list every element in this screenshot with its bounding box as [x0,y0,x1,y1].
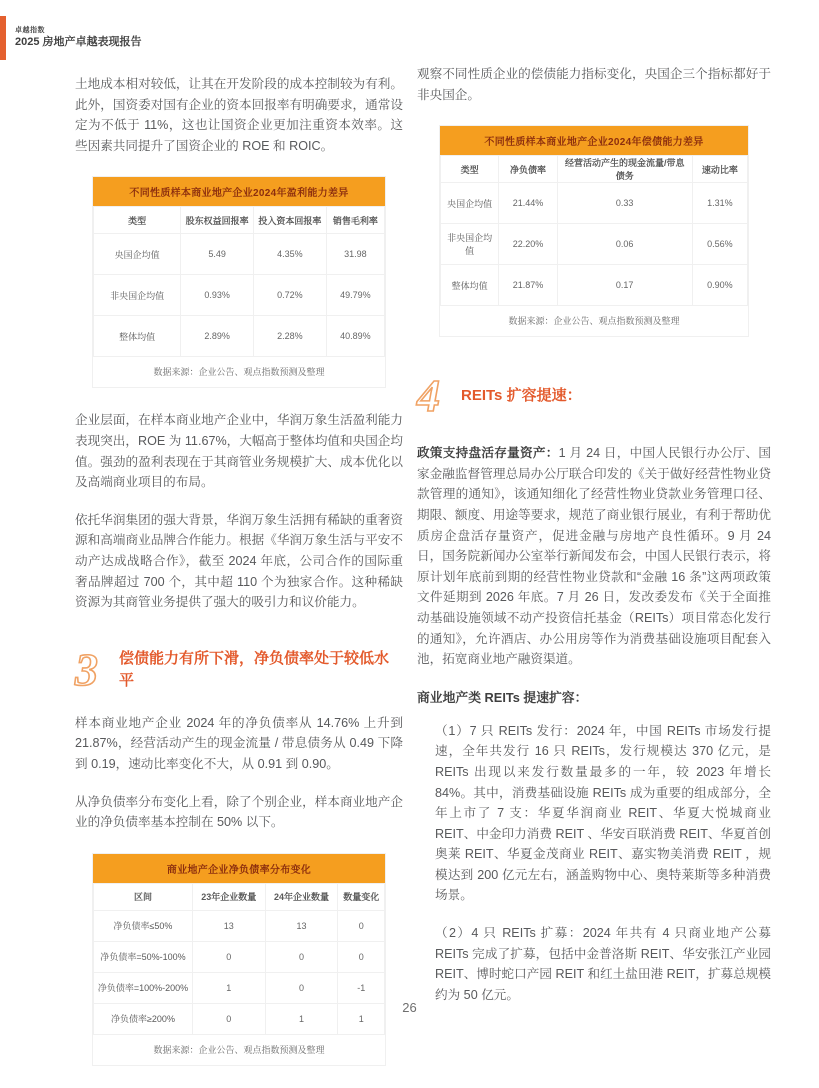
section-4-heading [417,370,771,422]
paragraph-policy-body: 1 月 24 日，中国人民银行办公厅、国家金融监督管理总局办公厅联合印发的《关于做好经营性物业贷款管理的通知》，该通知细化了经营性物业贷款业务管理口径、期限、额度、用途等要求，规范了商业银行展业，有利于帮助优质房企盘活存量资产，促进金融与房地产良性循环。9 月 24 日，国务院新闻办公室举行新闻发布会，中国人民银行表示，将原计划年底前到期的经营性物业贷款和“金融 16 条”这两项政策文件延期到 2026 年底。7 月 26 日，发改委发布《关于全面推动基础设施领域不动产投资信托基金（REITs）项目常态化发行的通知》，允许酒店、办公用房等作为消费基础设施项目配套入池，拓宽商业地产融资渠道。 [417,446,772,667]
brand-text [15,27,142,50]
table-cell: 0.06 [557,224,692,265]
column-header: 类型 [94,207,181,234]
table-source-note: 数据来源：企业公告、观点指数预测及整理 [508,316,680,327]
reits-subheading: 商业地产类 REITs 提速扩容： [417,689,588,705]
table-cell: 21.44% [499,183,557,224]
column-header: 23年企业数量 [192,883,265,910]
table-row [94,316,385,357]
net-gearing-distribution-table [92,853,386,1066]
column-header: 类型 [441,156,499,183]
table-cell: 21.87% [499,265,557,306]
table-cell: 0 [265,941,338,972]
table-cell: 1 [265,1003,338,1034]
paragraph-crland-profit: 企业层面，在样本商业地产企业中，华润万象生活盈利能力表现突出，ROE 为 11.67%，大幅高于整体均值和央国企均值。强劲的盈利表现在于其商管业务规模扩大、成本优化以及高端商业项目的布局。 [75,413,403,490]
section-4-number: 4 [417,370,440,422]
table-row [94,234,385,275]
section-3-number: 3 [75,643,98,695]
column-header: 速动比率 [692,156,747,183]
paragraph-policy-lead: 政策支持盘活存量资产： [417,446,559,461]
paragraph-crland-brand: 依托华润集团的强大背景，华润万象生活拥有稀缺的重奢资源和高端商业品牌合作能力。根据《华润万象生活与平安不动产达成战略合作》，截至 2024 年底，公司合作的国际重奢品牌超过 700 个，其中超 110 个为独家合作。这种稀缺资源为其商管业务提供了强大的吸引力和议价能力。 [75,512,403,610]
table-cell: 0.56% [692,224,747,265]
table-cell: 1 [338,1003,385,1034]
row-label: 净负债率=100%-200% [94,972,193,1003]
table-cell: 49.79% [326,275,384,316]
column-header: 24年企业数量 [265,883,338,910]
table-cell: 0.17 [557,265,692,306]
brand-small-label: 卓越指数 [15,26,45,34]
reits-item-1: （1）7 只 REITs 发行：2024 年，中国 REITs 市场发行提速，全年共发行 16 只 REITs，发行规模达 370 亿元，是 REITs 出现以来发行数量最多的一年，较 2023 年增长 84%。其中，消费基础设施 REITs 成为重要的组成部分，全年上市了 7 支：华夏华润商业 REIT、华夏大悦城商业 REIT、中金印力消费 REIT 、华安百联消费 REIT、华夏首创奥莱 REIT、华夏金茂商业 REIT、嘉实物美消费 REIT ，规模达到 200 亿元左右，涵盖购物中心、奥特莱斯等多种消费场景。 [435,723,771,903]
table-cell: 0 [192,941,265,972]
solvency-diff-table [439,125,749,337]
profit-ability-table [92,176,386,388]
reits-item-2: （2）4 只 REITs 扩募：2024 年共有 4 只商业地产公募 REITs 完成了扩募，包括中金普洛斯 REIT、华安张江产业园 REIT、博时蛇口产园 REIT 和红土盐田港 REIT，扩募总规模约为 50 亿元。 [435,926,771,1002]
table-cell: 2.89% [181,316,254,357]
section-4-title: REITs 扩容提速： [461,387,582,405]
table-header-row [441,156,748,183]
paragraph-land-cost: 土地成本相对较低，让其在开发阶段的成本控制较为有利。此外，国资委对国有企业的资本回报率有明确要求，通常设定为不低于 11%，这也让国资企业更加注重资本效率。这些因素共同提升了国资企业的 ROE 和 ROIC。 [75,77,403,153]
table-row [94,972,385,1003]
table-cell: 0.72% [254,275,327,316]
table-source-note: 数据来源：企业公告、观点指数预测及整理 [153,1044,325,1055]
column-header: 销售毛利率 [326,207,384,234]
table-cell: 0.93% [181,275,254,316]
row-label: 整体均值 [441,265,499,306]
row-label: 央国企均值 [94,234,181,275]
table-row [94,275,385,316]
table-cell: 0 [265,972,338,1003]
row-label: 净负债率≤50% [94,910,193,941]
table-cell: 13 [192,910,265,941]
column-header: 投入资本回报率 [254,207,327,234]
row-label: 央国企均值 [441,183,499,224]
page-number: 26 [402,1000,417,1015]
table-header-row [94,207,385,234]
table-cell: 31.98 [326,234,384,275]
right-column [417,62,771,1088]
table-header-row [94,883,385,910]
two-column-layout [0,62,819,1088]
report-title: 2025 房地产卓越表现报告 [15,35,142,48]
table-row [441,265,748,306]
table-cell: 0.90% [692,265,747,306]
table-title: 不同性质样本商业地产企业2024年偿债能力差异 [440,126,748,155]
table-row [94,910,385,941]
table-cell: 4.35% [254,234,327,275]
row-label: 净负债率≥200% [94,1003,193,1034]
table-title: 不同性质样本商业地产企业2024年盈利能力差异 [93,177,385,206]
table-cell: 0 [338,910,385,941]
table-cell: 2.28% [254,316,327,357]
row-label: 净负债率=50%-100% [94,941,193,972]
table-cell: 1 [192,972,265,1003]
table-cell: 0 [192,1003,265,1034]
row-label: 非央国企均值 [94,275,181,316]
table-row [94,941,385,972]
paragraph-policy [417,443,771,670]
table-cell: 5.49 [181,234,254,275]
table-cell: 0.33 [557,183,692,224]
section-3-heading [75,643,403,695]
column-header: 净负债率 [499,156,557,183]
section-3-title: 偿债能力有所下滑，净负债率处于较低水平 [119,649,390,689]
brand-accent-bar [0,16,6,60]
table-row [441,224,748,265]
paragraph-debt-distribution: 从净负债率分布变化上看，除了个别企业，样本商业地产企业的净负债率基本控制在 50% 以下。 [75,794,403,830]
row-label: 整体均值 [94,316,181,357]
table-cell: -1 [338,972,385,1003]
paragraph-debt-metrics: 样本商业地产企业 2024 年的净负债率从 14.76% 上升到 21.87%，经营活动产生的现金流量 / 带息债务从 0.49 下降到 0.19，速动比率变化不大，从 0.91 到 0.90。 [75,715,403,771]
column-header: 经营活动产生的现金流量/带息债务 [557,156,692,183]
column-header: 数量变化 [338,883,385,910]
table-cell: 1.31% [692,183,747,224]
table-source-note: 数据来源：企业公告、观点指数预测及整理 [153,367,325,378]
paragraph-solvency-observe: 观察不同性质企业的偿债能力指标变化，央国企三个指标都好于非央国企。 [417,67,771,102]
table-title: 商业地产企业净负债率分布变化 [93,854,385,883]
table-cell: 40.89% [326,316,384,357]
brand-header [0,16,142,60]
left-column [75,62,403,1088]
table-cell: 0 [338,941,385,972]
row-label: 非央国企均值 [441,224,499,265]
column-header: 区间 [94,883,193,910]
table-cell: 22.20% [499,224,557,265]
table-row [441,183,748,224]
table-cell: 13 [265,910,338,941]
column-header: 股东权益回报率 [181,207,254,234]
